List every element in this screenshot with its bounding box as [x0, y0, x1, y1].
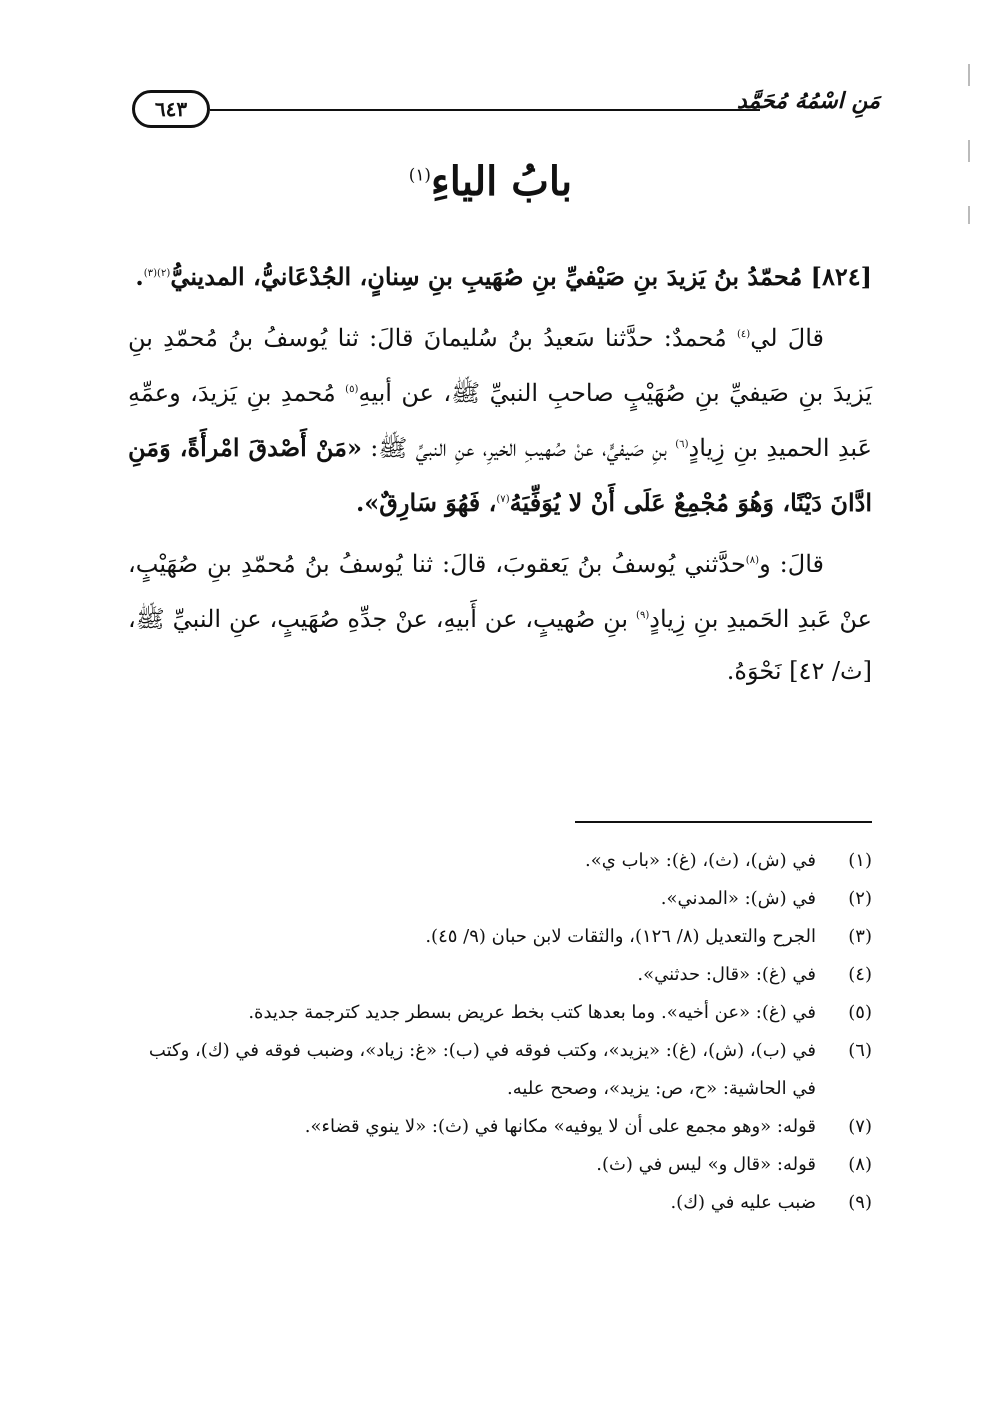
footnote-number: (٨): [848, 1154, 872, 1175]
hadith-text-end: ، فَهُوَ سَارِقٌ».: [355, 488, 497, 517]
footnote: [128, 1146, 872, 1184]
text-run: مُحمدِ بنِ يَزيدَ، وعمِّهِ عَبدِ الحميدِ بنِ زِيادٍ: [128, 379, 872, 462]
text-run: قالَ لي: [750, 324, 824, 352]
footnote: [128, 956, 872, 994]
narration-paragraph-1: [128, 309, 872, 529]
footnote-text: قوله: «وهو مجمع على أن لا يوفيه» مكانها في (ث): «لا ينوي قضاء».: [304, 1116, 816, 1137]
footnote-ref: (٦): [675, 439, 689, 450]
text-run: قالَ: و: [759, 550, 824, 578]
chapter-title: [0, 158, 981, 205]
footnote-number: (٧): [848, 1116, 872, 1137]
text-run: حدَّثني يُوسفُ بنُ يَعقوبَ، قالَ: ثنا يُوسفُ بنُ مُحمّدِ بنِ صُهَيْبٍ، عنْ عَبدِ الحَميدِ بنِ زِيادٍ: [128, 550, 872, 633]
footnote-text: في (ب)، (ش)، (غ): «يزيد»، وكتب فوقه في (ب): «غ: زياد»، وضبب فوقه في (ك)، وكتب في الحاشية: «ح، ص: يزيد»، وصحح عليه.: [148, 1040, 816, 1099]
footnote-number: (٩): [848, 1192, 872, 1213]
footnote-number: (١): [848, 850, 872, 871]
narration-paragraph-2: [128, 535, 872, 697]
footnote-text: الجرح والتعديل (٨/ ١٢٦)، والثقات لابن حبان (٩/ ٤٥).: [425, 926, 816, 947]
chapter-title-text: بابُ الياءِ: [430, 158, 573, 205]
footnote: [128, 880, 872, 918]
margin-tick-bottom: [968, 206, 970, 224]
footnote-ref: (٨): [745, 555, 760, 566]
footnote-ref: (٧): [496, 494, 510, 505]
footnote-number: (٤): [848, 964, 872, 985]
text-run: بنِ صُهيبٍ، عن أَبيهِ، عنْ جدِّهِ صُهَيبٍ، عنِ النبيِّ ﷺ، [ث/ ٤٢] نَحْوَهُ.: [128, 605, 872, 685]
footnote-ref: (٥): [345, 384, 359, 395]
footnote: [128, 994, 872, 1032]
footnote-ref: (٩): [636, 610, 650, 621]
footnotes: [128, 842, 872, 1222]
footnote-text: في (غ): «عن أخيه». وما بعدها كتب بخط عريض بسطر جديد كترجمة جديدة.: [248, 1002, 816, 1023]
header-rule: [210, 109, 760, 111]
footnote-ref: (١): [408, 164, 431, 185]
footnote-ref: (٤): [736, 329, 751, 340]
main-text: [128, 248, 872, 697]
footnote: [128, 1184, 872, 1222]
footnote-number: (٢): [848, 888, 872, 909]
hadith-text: «مَنْ أَصْدقَ امْرأَةً، وَمَنِ ادَّانَ دَيْنًا، وَهُوَ مُجْمِعٌ عَلَى أَنْ لا يُوَفِّيَهُ: [128, 433, 872, 517]
entry-heading-end: .: [135, 262, 144, 291]
footnote-text: ضبب عليه في (ك).: [670, 1192, 816, 1213]
entry-heading-text: [٨٢٤] مُحمّدُ بنُ يَزيدَ بنِ صَيْفيِّ بنِ صُهَيبِ بنِ سِنانٍ، الجُدْعَانيُّ، المدينيُّ: [170, 262, 872, 291]
running-header: [132, 86, 880, 136]
text-run: مُحمدٌ: حدَّثنا سَعيدُ بنُ سُليمانَ قالَ: ثنا يُوسفُ بنُ مُحمّدِ بنِ يَزيدَ بنِ صَيفيِّ بنِ صُهَيْبٍ صاحبِ النبيِّ ﷺ، عن أبيهِ: [128, 324, 872, 407]
footnote-text: في (غ): «قال: حدثني».: [637, 964, 816, 985]
footnote-text: قوله: «قال و» ليس في (ث).: [596, 1154, 816, 1175]
footnote: [128, 842, 872, 880]
footnote-text: في (ش)، (ث)، (غ): «باب ي».: [585, 850, 816, 871]
footnote: [128, 918, 872, 956]
footnote: [128, 1032, 872, 1108]
footnote-number: (٣): [848, 926, 872, 947]
page-number-badge: ٦٤٣: [132, 90, 210, 128]
entry-heading: [128, 248, 872, 303]
footnote-number: (٥): [848, 1002, 872, 1023]
book-title-calligraphy: مَنِ اسْمُهُ مُحَمَّد: [736, 88, 880, 114]
margin-tick-top: [968, 64, 970, 86]
footnote-text: في (ش): «المدني».: [660, 888, 816, 909]
footnote-number: (٦): [848, 1040, 872, 1061]
footnote: [128, 1108, 872, 1146]
text-run: بنِ صَيفيٍّ، عنْ صُهيبِ الخيرِ، عنِ النبيِّ ﷺ:: [361, 434, 676, 462]
footnote-separator: [575, 821, 872, 823]
footnote-ref: (٢)(٣): [143, 268, 171, 279]
